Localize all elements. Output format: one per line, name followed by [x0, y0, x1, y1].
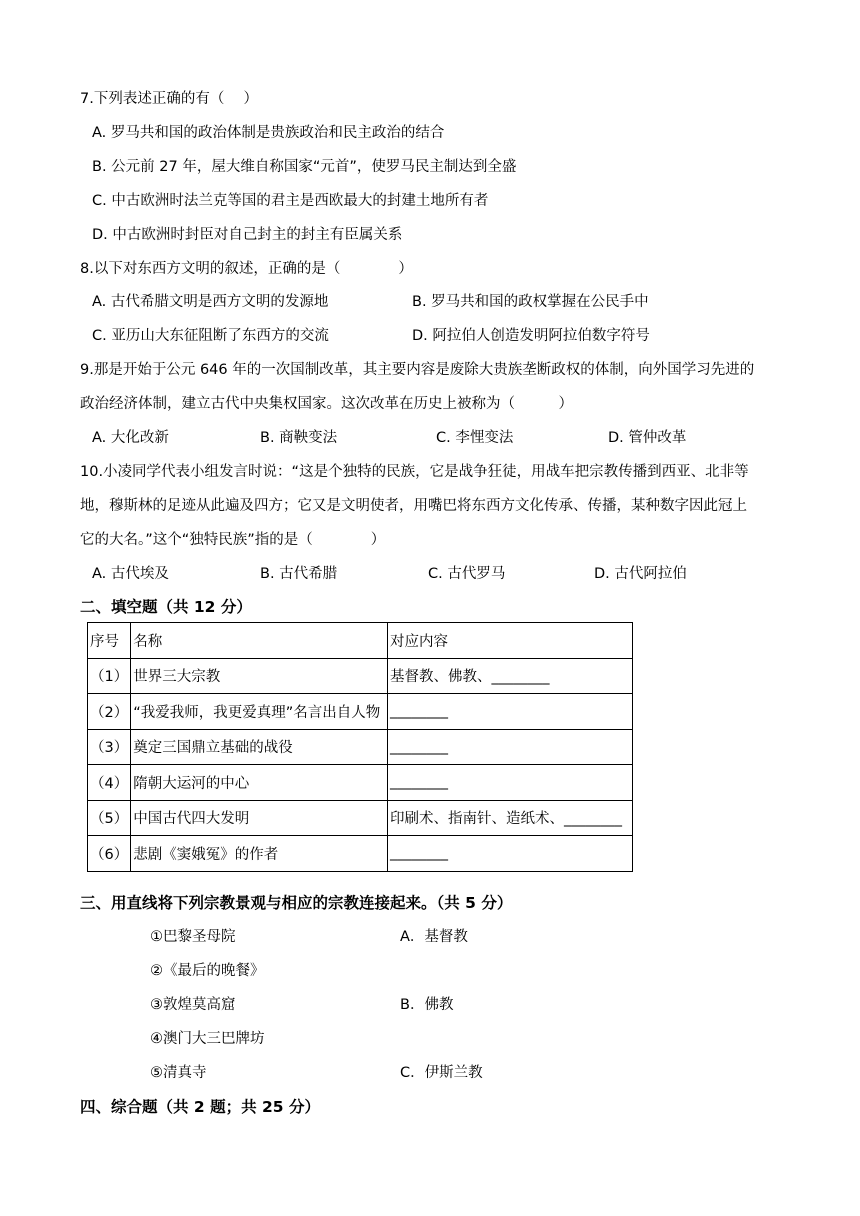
- question-10-option-b: B. 古代希腊: [260, 566, 338, 582]
- question-7-option-d: D. 中古欧洲时封臣对自己封主的封主有臣属关系: [92, 227, 403, 243]
- match-right-item-c: C．伊斯兰教: [400, 1065, 483, 1081]
- match-left-item-3: ③敦煌莫高窟: [150, 997, 236, 1013]
- question-9-option-a: A. 大化改新: [92, 430, 169, 446]
- header-cell-content: 对应内容: [388, 623, 633, 659]
- question-10-option-a: A. 古代埃及: [92, 566, 169, 582]
- match-right-item-a: A．基督教: [400, 929, 468, 945]
- question-8-option-b: B. 罗马共和国的政权掌握在公民手中: [412, 294, 649, 310]
- header-cell-index: 序号: [88, 623, 131, 659]
- table-row: [88, 800, 633, 836]
- row-content: ________: [388, 729, 633, 765]
- section-2-heading: 二、填空题（共 12 分）: [80, 598, 252, 616]
- row-name: 奠定三国鼎立基础的战役: [131, 729, 388, 765]
- question-7-option-c: C. 中古欧洲时法兰克等国的君主是西欧最大的封建土地所有者: [92, 193, 489, 209]
- table-row: [88, 765, 633, 801]
- table-row: [88, 658, 633, 694]
- question-7-option-a: A. 罗马共和国的政治体制是贵族政治和民主政治的结合: [92, 125, 445, 141]
- question-10-option-c: C. 古代罗马: [428, 566, 506, 582]
- match-left-item-2: ②《最后的晚餐》: [150, 963, 265, 979]
- question-9-option-c: C. 李悝变法: [436, 430, 514, 446]
- row-content: ________: [388, 836, 633, 872]
- row-content: 印刷术、指南针、造纸术、________: [388, 800, 633, 836]
- question-10-option-d: D. 古代阿拉伯: [594, 566, 687, 582]
- row-index: （2）: [88, 694, 131, 730]
- table-header-row: [88, 623, 633, 659]
- row-name: 隋朝大运河的中心: [131, 765, 388, 801]
- row-index: （4）: [88, 765, 131, 801]
- row-content: ________: [388, 765, 633, 801]
- row-index: （6）: [88, 836, 131, 872]
- row-name: “我爱我师，我更爱真理”名言出自人物: [131, 694, 388, 730]
- question-9-option-b: B. 商鞅变法: [260, 430, 338, 446]
- table-row: [88, 694, 633, 730]
- question-10-stem-line-3: 它的大名。”这个“独特民族”指的是（ ）: [80, 532, 386, 548]
- header-cell-name: 名称: [131, 623, 388, 659]
- match-left-item-5: ⑤清真寺: [150, 1065, 207, 1081]
- section-4-heading: 四、综合题（共 2 题；共 25 分）: [80, 1098, 320, 1116]
- row-name: 悲剧《窦娥冤》的作者: [131, 836, 388, 872]
- question-10-stem-line-1: 10.小凌同学代表小组发言时说：“这是个独特的民族，它是战争狂徒，用战车把宗教传播到西亚、北非等: [80, 464, 749, 480]
- row-index: （1）: [88, 658, 131, 694]
- question-7-option-b: B. 公元前 27 年，屋大维自称国家“元首”，使罗马民主制达到全盛: [92, 159, 517, 175]
- row-content: 基督教、佛教、________: [388, 658, 633, 694]
- question-7-stem: 7.下列表述正确的有（ ）: [80, 91, 258, 107]
- question-9-stem-line-1: 9.那是开始于公元 646 年的一次国制改革，其主要内容是废除大贵族垄断政权的体制，向外国学习先进的: [80, 362, 755, 378]
- question-8-stem: 8.以下对东西方文明的叙述，正确的是（ ）: [80, 261, 413, 277]
- section-3-heading: 三、用直线将下列宗教景观与相应的宗教连接起来。（共 5 分）: [80, 894, 513, 912]
- question-9-option-d: D. 管仲改革: [608, 430, 687, 446]
- table-row: [88, 729, 633, 765]
- row-index: （3）: [88, 729, 131, 765]
- question-8-option-d: D. 阿拉伯人创造发明阿拉伯数字符号: [412, 328, 650, 344]
- row-name: 中国古代四大发明: [131, 800, 388, 836]
- match-left-item-1: ①巴黎圣母院: [150, 929, 236, 945]
- question-9-stem-line-2: 政治经济体制，建立古代中央集权国家。这次改革在历史上被称为（ ）: [80, 396, 573, 412]
- match-left-item-4: ④澳门大三巴牌坊: [150, 1031, 265, 1047]
- row-content: ________: [388, 694, 633, 730]
- table-row: [88, 836, 633, 872]
- row-name: 世界三大宗教: [131, 658, 388, 694]
- question-10-stem-line-2: 地，穆斯林的足迹从此遍及四方；它又是文明使者，用嘴巴将东西方文化传承、传播，某种数字因此冠上: [80, 498, 747, 514]
- match-right-item-b: B．佛教: [400, 997, 454, 1013]
- row-index: （5）: [88, 800, 131, 836]
- question-8-option-a: A. 古代希腊文明是西方文明的发源地: [92, 294, 329, 310]
- question-8-option-c: C. 亚历山大东征阻断了东西方的交流: [92, 328, 329, 344]
- fill-in-table: [87, 622, 633, 872]
